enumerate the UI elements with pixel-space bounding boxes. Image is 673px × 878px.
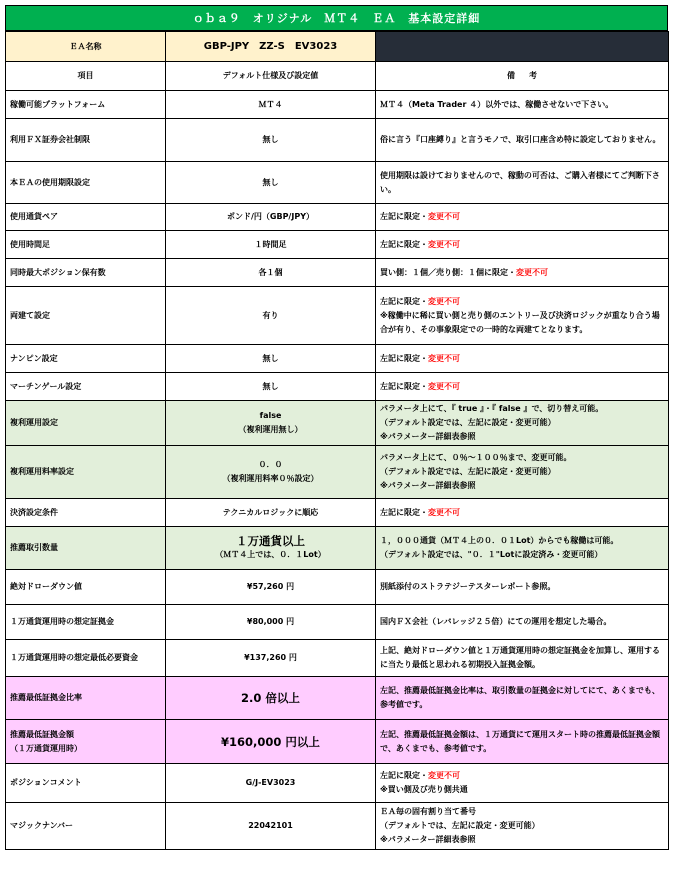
table-row bbox=[6, 677, 669, 720]
header-row bbox=[6, 62, 669, 91]
table-row bbox=[6, 803, 669, 850]
locked-badge: 変更不可 bbox=[428, 296, 460, 306]
ea-name-row bbox=[6, 32, 669, 62]
setting-default-value: １万通貨以上 （ＭＴ４上では、０．１Lot） bbox=[166, 527, 376, 570]
setting-note: 左記に限定・変更不可 bbox=[376, 345, 669, 373]
setting-default-value: 無し bbox=[166, 373, 376, 401]
setting-note: ＭＴ４（Meta Trader ４）以外では、稼働させないで下さい。 bbox=[376, 91, 669, 119]
setting-note: パラメータ上にて、０％～１００％まで、変更可能。 （デフォルト設定では、左記に設定・変更可能） ※パラメーター詳細表参照 bbox=[376, 446, 669, 499]
table-row bbox=[6, 527, 669, 570]
setting-note: 使用期限は設けておりませんので、稼動の可否は、ご購入者様にてご判断下さい。 bbox=[376, 162, 669, 204]
setting-default-value: テクニカルロジックに順応 bbox=[166, 499, 376, 527]
table-row bbox=[6, 259, 669, 287]
setting-item: 推薦最低証拠金額 （１万通貨運用時） bbox=[6, 720, 166, 764]
header-note: 備考 bbox=[376, 62, 669, 91]
setting-item: マーチンゲール設定 bbox=[6, 373, 166, 401]
table-row bbox=[6, 605, 669, 640]
setting-note: ＥＡ毎の固有割り当て番号 （デフォルトでは、左記に設定・変更可能） ※パラメーター詳細表参照 bbox=[376, 803, 669, 850]
header-default: デフォルト仕様及び設定値 bbox=[166, 62, 376, 91]
setting-item: 複利運用料率設定 bbox=[6, 446, 166, 499]
setting-item: １万通貨運用時の想定証拠金 bbox=[6, 605, 166, 640]
table-row bbox=[6, 401, 669, 446]
setting-default-value: 各１個 bbox=[166, 259, 376, 287]
setting-note: 左記に限定・変更不可 bbox=[376, 231, 669, 259]
setting-default-value: 無し bbox=[166, 119, 376, 162]
setting-default-value: ０．０ （複利運用料率０％設定） bbox=[166, 446, 376, 499]
setting-default-value: 2.0 倍以上 bbox=[166, 677, 376, 720]
setting-item: 推薦最低証拠金比率 bbox=[6, 677, 166, 720]
table-row bbox=[6, 162, 669, 204]
setting-default-value: false （複利運用無し） bbox=[166, 401, 376, 446]
setting-note: 左記に限定・変更不可 bbox=[376, 204, 669, 231]
header-item: 項目 bbox=[6, 62, 166, 91]
table-row bbox=[6, 345, 669, 373]
setting-item: 同時最大ポジション保有数 bbox=[6, 259, 166, 287]
table-row bbox=[6, 231, 669, 259]
table-row bbox=[6, 720, 669, 764]
settings-sheet bbox=[5, 5, 668, 850]
setting-note: 買い側：１個／売り側：１個に限定・変更不可 bbox=[376, 259, 669, 287]
setting-note: 左記に限定・変更不可 bbox=[376, 373, 669, 401]
setting-default-value: ¥57,260 円 bbox=[166, 570, 376, 605]
table-row bbox=[6, 764, 669, 803]
locked-badge: 変更不可 bbox=[428, 212, 460, 221]
setting-default-value: 無し bbox=[166, 162, 376, 204]
setting-item: ポジションコメント bbox=[6, 764, 166, 803]
locked-badge: 変更不可 bbox=[516, 267, 548, 277]
setting-item: マジックナンバー bbox=[6, 803, 166, 850]
setting-default-value: ＭＴ４ bbox=[166, 91, 376, 119]
setting-note: １，０００通貨（ＭＴ４上の０．０１Lot）からでも稼働は可能。 （デフォルト設定では、"０．１"Lotに設定済み・変更可能） bbox=[376, 527, 669, 570]
setting-item: １万通貨運用時の想定最低必要資金 bbox=[6, 640, 166, 677]
table-row bbox=[6, 204, 669, 231]
setting-item: 稼働可能プラットフォーム bbox=[6, 91, 166, 119]
setting-default-value: １時間足 bbox=[166, 231, 376, 259]
setting-item: 使用通貨ペア bbox=[6, 204, 166, 231]
locked-badge: 変更不可 bbox=[428, 381, 460, 391]
locked-badge: 変更不可 bbox=[428, 239, 460, 249]
locked-badge: 変更不可 bbox=[428, 771, 460, 780]
setting-note: パラメータ上にて、『 true 』・『 false 』で、切り替え可能。 （デフォルト設定では、左記に設定・変更可能） ※パラメーター詳細表参照 bbox=[376, 401, 669, 446]
setting-note: 上記、絶対ドローダウン値と１万通貨運用時の想定証拠金を加算し、運用するに当たり最低と思われる初期投入証拠金額。 bbox=[376, 640, 669, 677]
table-row bbox=[6, 287, 669, 345]
ea-name-filler bbox=[376, 32, 669, 62]
setting-default-value: 22042101 bbox=[166, 803, 376, 850]
setting-note: 左記に限定・変更不可 bbox=[376, 499, 669, 527]
setting-note: 俗に言う『口座縛り』と言うモノで、取引口座含め特に設定しておりません。 bbox=[376, 119, 669, 162]
setting-item: 複利運用設定 bbox=[6, 401, 166, 446]
setting-note: 国内ＦＸ会社（レバレッジ２５倍）にての運用を想定した場合。 bbox=[376, 605, 669, 640]
table-row bbox=[6, 570, 669, 605]
table-row bbox=[6, 119, 669, 162]
setting-default-value: ¥80,000 円 bbox=[166, 605, 376, 640]
table-row bbox=[6, 640, 669, 677]
setting-item: 利用ＦＸ証券会社制限 bbox=[6, 119, 166, 162]
setting-default-value: 無し bbox=[166, 345, 376, 373]
setting-default-value: G/J-EV3023 bbox=[166, 764, 376, 803]
setting-note: 別紙添付のストラテジーテスターレポート参照。 bbox=[376, 570, 669, 605]
setting-item: ナンピン設定 bbox=[6, 345, 166, 373]
ea-name-label: ＥＡ名称 bbox=[6, 32, 166, 62]
setting-item: 本ＥＡの使用期限設定 bbox=[6, 162, 166, 204]
setting-default-value: ¥137,260 円 bbox=[166, 640, 376, 677]
setting-note: 左記に限定・変更不可 ※買い側及び売り側共通 bbox=[376, 764, 669, 803]
setting-item: 絶対ドローダウン値 bbox=[6, 570, 166, 605]
table-row bbox=[6, 499, 669, 527]
locked-badge: 変更不可 bbox=[428, 507, 460, 517]
table-row bbox=[6, 91, 669, 119]
setting-item: 推薦取引数量 bbox=[6, 527, 166, 570]
ea-name-value: GBP-JPY ZZ-S EV3023 bbox=[166, 32, 376, 62]
table-row bbox=[6, 373, 669, 401]
setting-item: 両建て設定 bbox=[6, 287, 166, 345]
setting-default-value: 有り bbox=[166, 287, 376, 345]
table-row bbox=[6, 446, 669, 499]
setting-item: 使用時間足 bbox=[6, 231, 166, 259]
setting-note: 左記に限定・変更不可 ※稼働中に稀に買い側と売り側のエントリー及び決済ロジックが重なり合う場合が有り、その事象限定での一時的な両建てとなります。 bbox=[376, 287, 669, 345]
setting-default-value: ポンド/円（GBP/JPY） bbox=[166, 204, 376, 231]
setting-default-value: ¥160,000 円以上 bbox=[166, 720, 376, 764]
setting-note: 左記、推薦最低証拠金比率は、取引数量の証拠金に対してにて、あくまでも、参考値です。 bbox=[376, 677, 669, 720]
locked-badge: 変更不可 bbox=[428, 353, 460, 363]
setting-note: 左記、推薦最低証拠金額は、１万通貨にて運用スタート時の推薦最低証拠金額で、あくまでも、参考値です。 bbox=[376, 720, 669, 764]
setting-item: 決済設定条件 bbox=[6, 499, 166, 527]
settings-table bbox=[5, 31, 669, 850]
sheet-title: ｏｂａ９ オリジナル ＭＴ４ ＥＡ 基本設定詳細 bbox=[5, 5, 668, 31]
